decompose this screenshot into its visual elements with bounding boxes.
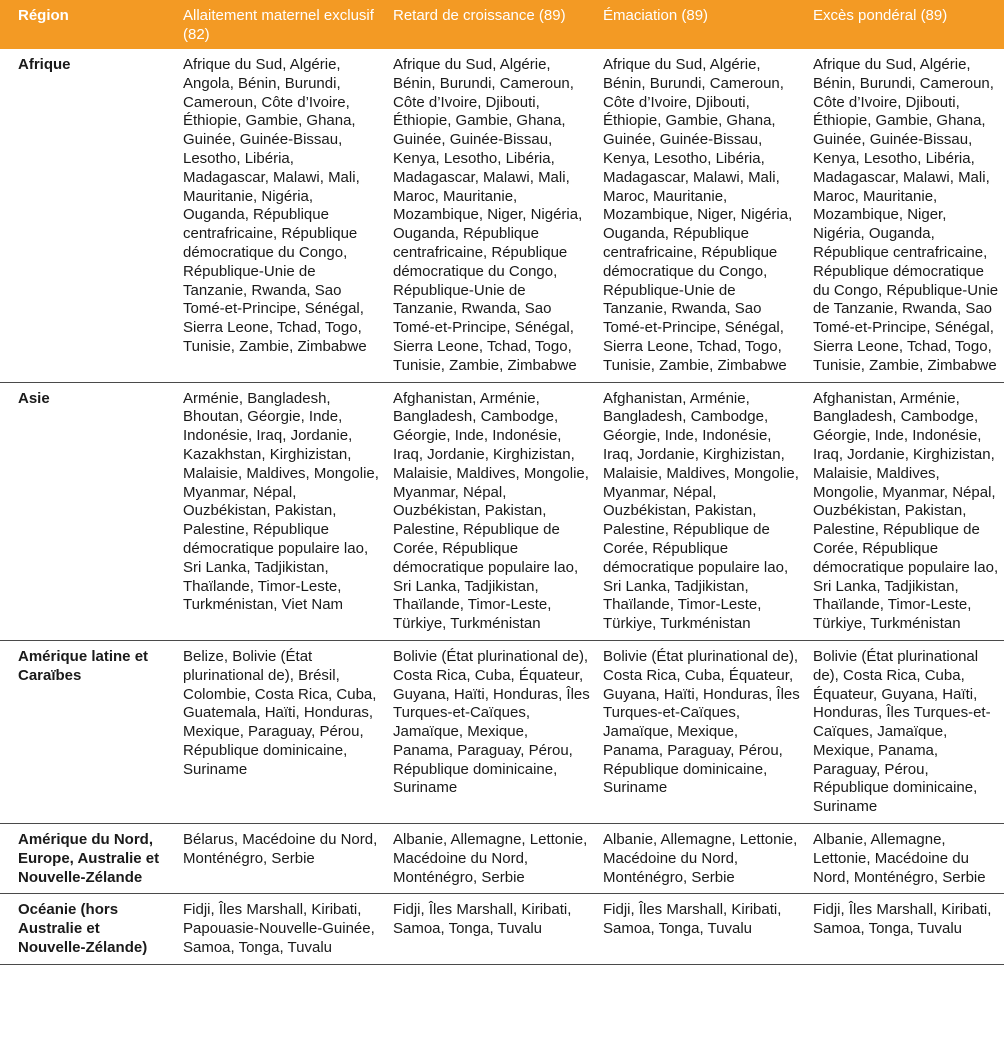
stunting-cell: Albanie, Allemagne, Lettonie, Macédoine du Nord, Monténégro, Serbie	[384, 824, 594, 894]
overweight-cell: Albanie, Allemagne, Lettonie, Macédoine du Nord, Monténégro, Serbie	[804, 824, 1004, 894]
wasting-cell: Fidji, Îles Marshall, Kiribati, Samoa, Tonga, Tuvalu	[594, 894, 804, 964]
header-breastfeeding: Allaitement maternel exclusif (82)	[174, 0, 384, 49]
table-header	[0, 0, 1004, 49]
table-row-north-america-europe	[0, 824, 1004, 894]
breastfeeding-cell: Fidji, Îles Marshall, Kiribati, Papouasie-Nouvelle-Guinée, Samoa, Tonga, Tuvalu	[174, 894, 384, 964]
stunting-cell: Afghanistan, Arménie, Bangladesh, Cambodge, Géorgie, Inde, Indonésie, Iraq, Jordanie, Kirghizistan, Malaisie, Maldives, Mongolie, Myanmar, Népal, Ouzbékistan, Pakistan, Palestine, République de Corée, République démocratique populaire lao, Sri Lanka, Tadjikistan, Thaïlande, Timor-Leste, Türkiye, Turkménistan	[384, 382, 594, 640]
breastfeeding-cell: Bélarus, Macédoine du Nord, Monténégro, Serbie	[174, 824, 384, 894]
stunting-cell: Bolivie (État plurinational de), Costa Rica, Cuba, Équateur, Guyana, Haïti, Honduras, Îles Turques-et-Caïques, Jamaïque, Mexique, Panama, Paraguay, Pérou, République dominicaine, Suriname	[384, 640, 594, 823]
header-overweight: Excès pondéral (89)	[804, 0, 1004, 49]
wasting-cell: Afghanistan, Arménie, Bangladesh, Cambodge, Géorgie, Inde, Indonésie, Iraq, Jordanie, Kirghizistan, Malaisie, Maldives, Mongolie, Myanmar, Népal, Ouzbékistan, Pakistan, Palestine, République de Corée, République démocratique populaire lao, Sri Lanka, Tadjikistan, Thaïlande, Timor-Leste, Türkiye, Turkménistan	[594, 382, 804, 640]
region-cell: Afrique	[0, 49, 174, 382]
overweight-cell: Afghanistan, Arménie, Bangladesh, Cambodge, Géorgie, Inde, Indonésie, Iraq, Jordanie, Kirghizistan, Malaisie, Maldives, Mongolie, Myanmar, Népal, Ouzbékistan, Pakistan, Palestine, République de Corée, République démocratique populaire lao, Sri Lanka, Tadjikistan, Thaïlande, Timor-Leste, Türkiye, Turkménistan	[804, 382, 1004, 640]
header-row	[0, 0, 1004, 49]
region-cell: Océanie (hors Australie et Nouvelle-Zélande)	[0, 894, 174, 964]
wasting-cell: Bolivie (État plurinational de), Costa Rica, Cuba, Équateur, Guyana, Haïti, Honduras, Îles Turques-et-Caïques, Jamaïque, Mexique, Panama, Paraguay, Pérou, République dominicaine, Suriname	[594, 640, 804, 823]
table-row-latin-america	[0, 640, 1004, 823]
breastfeeding-cell: Arménie, Bangladesh, Bhoutan, Géorgie, Inde, Indonésie, Iraq, Jordanie, Kazakhstan, Kirghizistan, Malaisie, Maldives, Mongolie, Myanmar, Népal, Ouzbékistan, Pakistan, Palestine, République démocratique populaire lao, Sri Lanka, Tadjikistan, Thaïlande, Timor-Leste, Turkménistan, Viet Nam	[174, 382, 384, 640]
region-cell: Amérique du Nord, Europe, Australie et Nouvelle-Zélande	[0, 824, 174, 894]
wasting-cell: Afrique du Sud, Algérie, Bénin, Burundi, Cameroun, Côte d’Ivoire, Djibouti, Éthiopie, Gambie, Ghana, Guinée, Guinée-Bissau, Kenya, Lesotho, Libéria, Madagascar, Malawi, Mali, Maroc, Mauritanie, Mozambique, Niger, Nigéria, Ouganda, République centrafricaine, République démocratique du Congo, République-Unie de Tanzanie, Rwanda, Sao Tomé-et-Principe, Sénégal, Sierra Leone, Tchad, Togo, Tunisie, Zambie, Zimbabwe	[594, 49, 804, 382]
table-row-africa	[0, 49, 1004, 382]
region-cell: Asie	[0, 382, 174, 640]
table-row-oceania	[0, 894, 1004, 964]
header-region: Région	[0, 0, 174, 49]
table-row-asia	[0, 382, 1004, 640]
header-stunting: Retard de croissance (89)	[384, 0, 594, 49]
breastfeeding-cell: Belize, Bolivie (État plurinational de), Brésil, Colombie, Costa Rica, Cuba, Guatemala, Haïti, Honduras, Mexique, Paraguay, Pérou, République dominicaine, Suriname	[174, 640, 384, 823]
overweight-cell: Bolivie (État plurinational de), Costa Rica, Cuba, Équateur, Guyana, Haïti, Honduras, Îles Turques-et-Caïques, Jamaïque, Mexique, Panama, Paraguay, Pérou, République dominicaine, Suriname	[804, 640, 1004, 823]
overweight-cell: Fidji, Îles Marshall, Kiribati, Samoa, Tonga, Tuvalu	[804, 894, 1004, 964]
table-body	[0, 49, 1004, 964]
overweight-cell: Afrique du Sud, Algérie, Bénin, Burundi, Cameroun, Côte d’Ivoire, Djibouti, Éthiopie, Gambie, Ghana, Guinée, Guinée-Bissau, Kenya, Lesotho, Libéria, Madagascar, Malawi, Mali, Maroc, Mauritanie, Mozambique, Niger, Nigéria, Ouganda, République centrafricaine, République démocratique du Congo, République-Unie de Tanzanie, Rwanda, Sao Tomé-et-Principe, Sénégal, Sierra Leone, Tchad, Togo, Tunisie, Zambie, Zimbabwe	[804, 49, 1004, 382]
header-wasting: Émaciation (89)	[594, 0, 804, 49]
region-cell: Amérique latine et Caraïbes	[0, 640, 174, 823]
wasting-cell: Albanie, Allemagne, Lettonie, Macédoine du Nord, Monténégro, Serbie	[594, 824, 804, 894]
stunting-cell: Fidji, Îles Marshall, Kiribati, Samoa, Tonga, Tuvalu	[384, 894, 594, 964]
breastfeeding-cell: Afrique du Sud, Algérie, Angola, Bénin, Burundi, Cameroun, Côte d’Ivoire, Éthiopie, Gambie, Ghana, Guinée, Guinée-Bissau, Lesotho, Libéria, Madagascar, Malawi, Mali, Mauritanie, Nigéria, Ouganda, République centrafricaine, République démocratique du Congo, République-Unie de Tanzanie, Rwanda, Sao Tomé-et-Principe, Sénégal, Sierra Leone, Tchad, Togo, Tunisie, Zambie, Zimbabwe	[174, 49, 384, 382]
stunting-cell: Afrique du Sud, Algérie, Bénin, Burundi, Cameroun, Côte d’Ivoire, Djibouti, Éthiopie, Gambie, Ghana, Guinée, Guinée-Bissau, Kenya, Lesotho, Libéria, Madagascar, Malawi, Mali, Maroc, Mauritanie, Mozambique, Niger, Nigéria, Ouganda, République centrafricaine, République démocratique du Congo, République-Unie de Tanzanie, Rwanda, Sao Tomé-et-Principe, Sénégal, Sierra Leone, Tchad, Togo, Tunisie, Zambie, Zimbabwe	[384, 49, 594, 382]
